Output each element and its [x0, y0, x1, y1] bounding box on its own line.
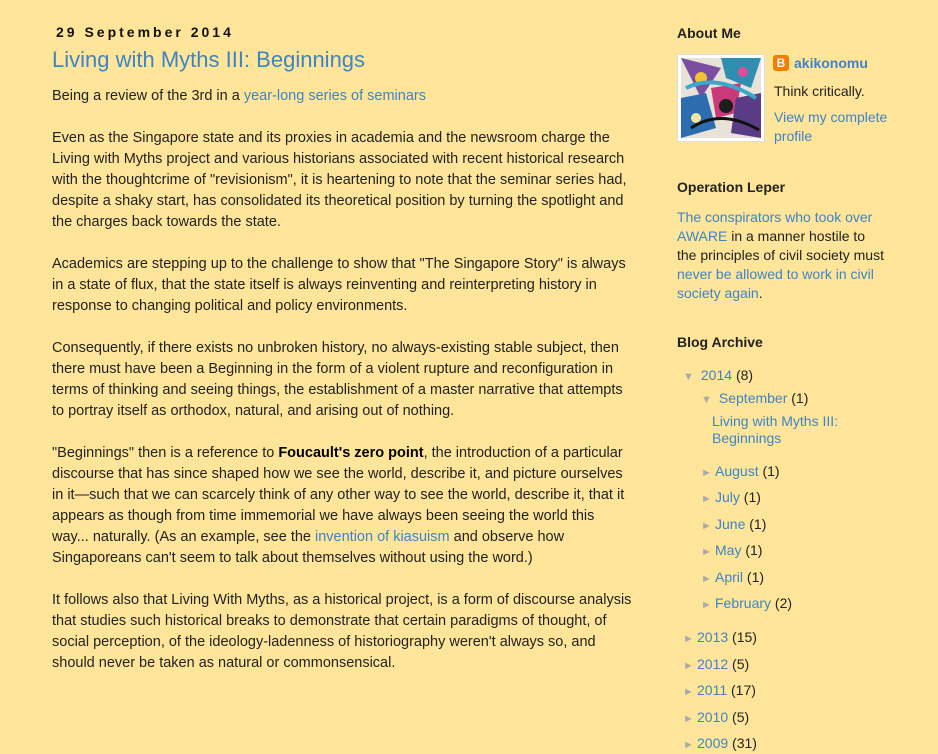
main-column — [52, 0, 632, 695]
collapsed-toggle-icon[interactable]: ► — [683, 686, 694, 698]
kiasuism-link[interactable]: invention of kiasuism — [315, 529, 450, 545]
operation-leper-text — [677, 208, 887, 303]
archive-year-row — [677, 735, 757, 751]
about-me-widget — [677, 0, 907, 150]
profile-description: Think critically. — [774, 83, 865, 99]
archive-month-september — [695, 390, 808, 406]
archive-count: (1) — [762, 463, 780, 479]
archive-year-link[interactable]: 2010 — [697, 708, 729, 725]
archive-count: (15) — [732, 629, 757, 645]
about-me-title: About Me — [677, 25, 741, 41]
date-header: 29 September 2014 — [56, 24, 234, 40]
archive-month-link[interactable]: August — [715, 463, 759, 479]
expanded-toggle-icon[interactable]: ▼ — [683, 371, 694, 383]
archive-month-link[interactable]: September — [718, 390, 788, 406]
profile-name[interactable] — [773, 55, 868, 71]
post-title[interactable] — [52, 46, 632, 74]
p4-text-c: and observe how Singaporeans can't seem to talk about themselves without using the word.) — [52, 529, 565, 566]
collapsed-toggle-icon[interactable]: ► — [683, 659, 694, 672]
operation-leper-widget — [677, 178, 887, 303]
foucault-zero-point: Foucault's zero point — [278, 445, 424, 461]
archive-count: (8) — [735, 367, 754, 383]
archive-month-link[interactable]: February — [715, 595, 772, 611]
archive-year-link[interactable]: 2009 — [697, 735, 729, 751]
archive-year-row — [677, 656, 749, 672]
collapsed-toggle-icon[interactable]: ► — [701, 519, 712, 532]
archive-count: (1) — [749, 515, 767, 532]
archive-month-row — [695, 569, 764, 585]
archive-count: (1) — [746, 568, 765, 585]
avatar-artwork-icon — [681, 58, 761, 138]
archive-year-link[interactable]: 2012 — [697, 655, 729, 672]
view-profile-link[interactable]: View my complete profile — [774, 109, 888, 144]
archive-year-link[interactable]: 2013 — [697, 629, 729, 645]
archive-month-row — [695, 542, 762, 558]
archive-year-link[interactable]: 2011 — [697, 682, 728, 698]
collapsed-toggle-icon[interactable]: ► — [683, 739, 694, 751]
archive-year-row — [677, 629, 757, 645]
civil-society-link[interactable]: never be allowed to work in civil society again — [677, 266, 874, 301]
operation-leper-title: Operation Leper — [677, 179, 786, 195]
collapsed-toggle-icon[interactable]: ► — [701, 493, 712, 506]
intro-text: Being a review of the 3rd in a — [52, 88, 244, 104]
leper-text-2: . — [758, 285, 763, 301]
sidebar — [677, 0, 907, 751]
profile-name-link[interactable]: akikonomu — [794, 55, 868, 71]
archive-month-link[interactable]: April — [715, 568, 744, 585]
collapsed-toggle-icon[interactable]: ► — [701, 546, 712, 559]
post-paragraph-5: It follows also that Living With Myths, as a historical project, is a form of discourse analysis that studies such historical breaks to demonstrate that certain paradigms of thought, of social perception, of the ideology-ladenness of historiography weren't always so, and should never be taken as natural or commonsensical. — [52, 592, 632, 671]
archive-count: (31) — [732, 735, 757, 751]
archive-month-row — [695, 595, 792, 611]
archive-month-link[interactable]: May — [715, 542, 742, 559]
archive-year-row — [677, 682, 756, 698]
expanded-toggle-icon[interactable]: ▼ — [701, 394, 712, 406]
archive-count: (17) — [731, 682, 756, 698]
post-intro — [52, 86, 632, 107]
archive-month-row — [695, 463, 780, 479]
post-paragraph-2: Academics are stepping up to the challenge to show that "The Singapore Story" is always in a state of flux, that the state itself is always reinventing and reinterpreting history in response to changing political and policy environments. — [52, 256, 626, 314]
archive-month-link[interactable]: July — [715, 489, 740, 506]
archive-count: (1) — [745, 542, 763, 559]
p4-text-a: "Beginnings" then is a reference to — [52, 445, 279, 461]
post-paragraph-1: Even as the Singapore state and its proxies in academia and the newsroom charge the Living with Myths project and various historians associated with recent historical research with the thoughtcrime of "revisionism", it is heartening to note that the seminar series had, despite a shaky start, has consolidated its theoretical position by turning the spotlight and the charges back towards the state. — [52, 130, 627, 230]
collapsed-toggle-icon[interactable]: ► — [701, 572, 712, 585]
archive-year-link[interactable]: 2014 — [700, 367, 733, 383]
archive-month-row — [695, 516, 766, 532]
archive-count: (1) — [791, 390, 809, 406]
aware-conspirators-link[interactable]: The conspirators who took over AWARE — [677, 209, 873, 244]
seminar-series-link[interactable]: year-long series of seminars — [243, 88, 426, 104]
collapsed-toggle-icon[interactable]: ► — [701, 599, 712, 611]
archive-post-link[interactable]: Living with Myths III: Beginnings — [712, 413, 839, 446]
leper-text-1: in a manner hostile to the principles of civil society must — [677, 228, 884, 263]
archive-month-link[interactable]: June — [715, 515, 746, 532]
post-paragraph-4 — [52, 443, 632, 569]
archive-year-row — [677, 709, 749, 725]
blog-archive-title: Blog Archive — [677, 334, 763, 350]
post-paragraph-3: Consequently, if there exists no unbroken history, no always-existing stable subject, then there must have been a Beginning in the form of a violent rupture and reconfiguration in terms of thinking and seeing things, the establishment of a master narrative that attempts to portray itself as orthodox, natural, and arising out of nothing. — [52, 340, 623, 419]
blog-archive-widget — [677, 333, 907, 751]
archive-count: (5) — [732, 708, 750, 725]
archive-count: (5) — [732, 655, 750, 672]
post-title-link[interactable]: Living with Myths III: Beginnings — [52, 47, 366, 72]
archive-count: (1) — [743, 489, 761, 506]
archive-year-2014 — [677, 367, 753, 383]
collapsed-toggle-icon[interactable]: ► — [683, 633, 694, 645]
archive-month-row — [695, 489, 761, 505]
profile-avatar[interactable] — [677, 54, 765, 142]
archive-count: (2) — [774, 595, 793, 611]
collapsed-toggle-icon[interactable]: ► — [701, 467, 712, 479]
blogger-icon: B — [773, 55, 789, 71]
post-body — [52, 86, 632, 674]
p4-text-b: , the introduction of a particular discourse that has since shaped how we see the world, describe it, and picture ourselves in it—such that we can scarcely think of any other way to see the world, describe it, that it appears as though from time immemorial we have always been seeing the world this way... naturally. (As an example, see the — [52, 445, 625, 545]
collapsed-toggle-icon[interactable]: ► — [683, 712, 694, 725]
